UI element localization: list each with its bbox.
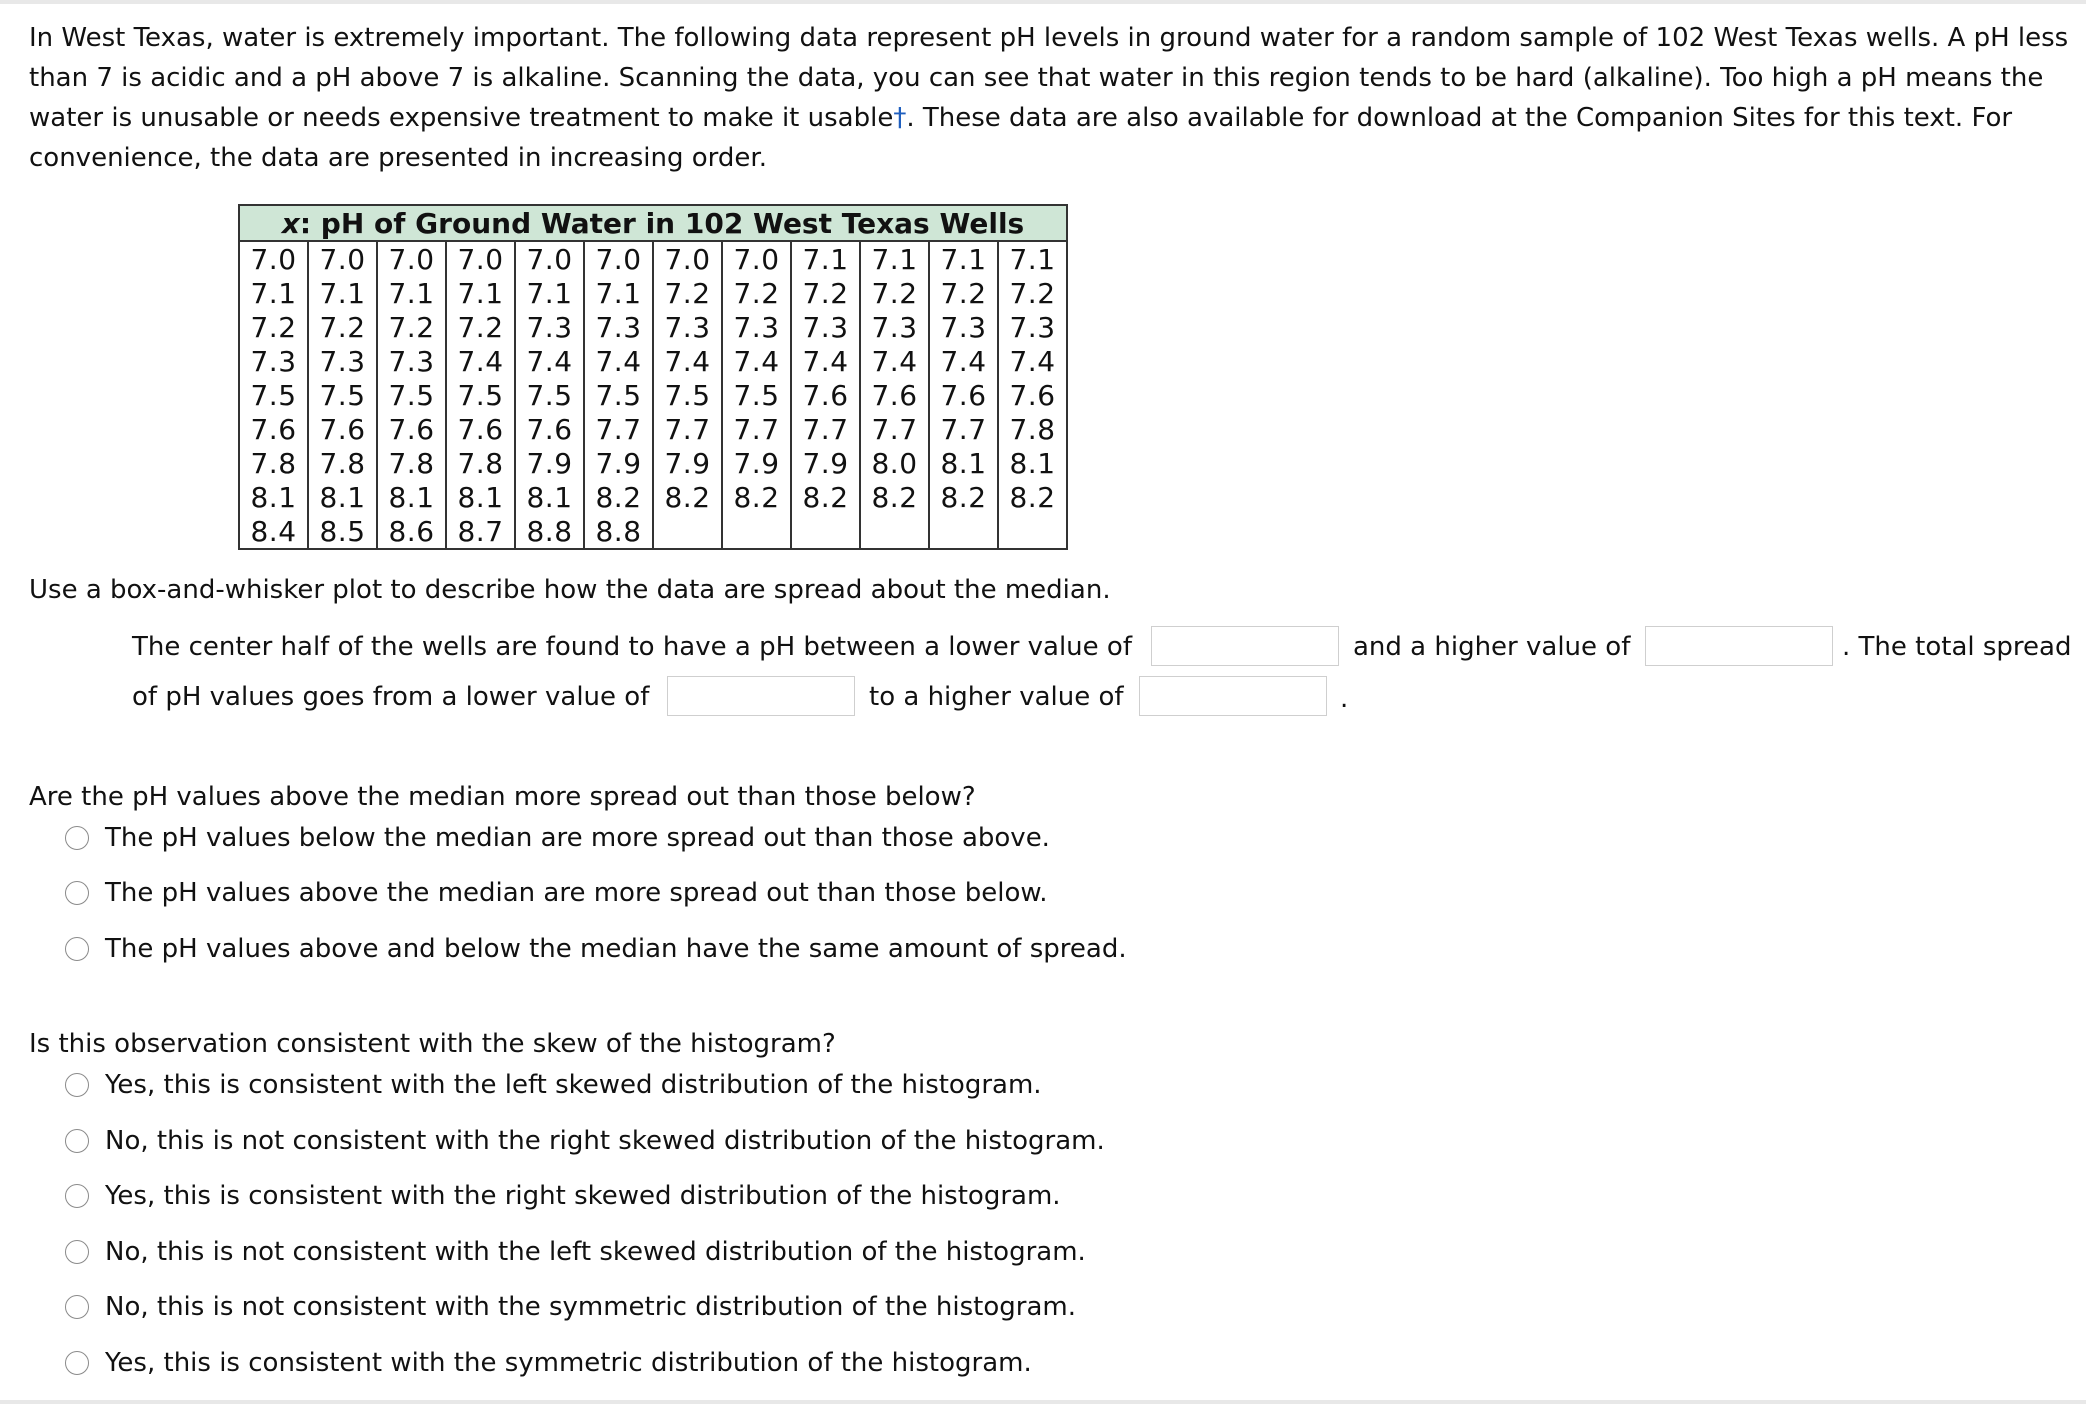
table-cell: 8.2 (998, 480, 1067, 514)
table-cell: 7.0 (515, 241, 584, 276)
table-cell: 7.2 (929, 276, 998, 310)
q2-option-no-left-skewed[interactable] (65, 1232, 1086, 1272)
table-cell: 7.4 (998, 344, 1067, 378)
table-cell: 8.2 (722, 480, 791, 514)
table-cell: 7.7 (653, 412, 722, 446)
ph-data-table (238, 204, 1068, 550)
table-cell: 7.1 (308, 276, 377, 310)
table-cell: 7.3 (722, 310, 791, 344)
bottom-divider (0, 1400, 2086, 1404)
table-cell: 7.6 (860, 378, 929, 412)
option-label: Yes, this is consistent with the left skewed distribution of the histogram. (105, 1070, 1042, 1100)
radio-button[interactable] (65, 1129, 89, 1153)
table-cell: 8.1 (446, 480, 515, 514)
table-cell: 7.2 (446, 310, 515, 344)
table-cell: 7.7 (860, 412, 929, 446)
table-cell: 7.1 (377, 276, 446, 310)
table-cell: 7.4 (791, 344, 860, 378)
table-cell: 7.0 (377, 241, 446, 276)
option-label: No, this is not consistent with the symmetric distribution of the histogram. (105, 1292, 1076, 1322)
table-cell (653, 514, 722, 549)
center-high-input[interactable] (1645, 626, 1833, 666)
table-row (239, 378, 1067, 412)
table-cell: 7.4 (929, 344, 998, 378)
table-cell: 8.7 (446, 514, 515, 549)
top-divider (0, 0, 2086, 4)
q2-option-yes-symmetric[interactable] (65, 1343, 1032, 1383)
table-row (239, 480, 1067, 514)
table-cell: 7.5 (515, 378, 584, 412)
option-label: The pH values above and below the median have the same amount of spread. (105, 934, 1127, 964)
radio-button[interactable] (65, 1240, 89, 1264)
table-row (239, 446, 1067, 480)
table-cell: 7.5 (584, 378, 653, 412)
table-cell: 7.7 (929, 412, 998, 446)
table-cell: 7.3 (515, 310, 584, 344)
total-high-input[interactable] (1139, 676, 1327, 716)
table-cell: 7.0 (584, 241, 653, 276)
table-cell: 7.2 (791, 276, 860, 310)
table-cell: 7.4 (653, 344, 722, 378)
q1-option-above-more-spread[interactable] (65, 873, 1048, 913)
table-cell (998, 514, 1067, 549)
table-cell: 8.1 (998, 446, 1067, 480)
table-cell: 7.6 (446, 412, 515, 446)
table-header-variable: x (281, 206, 300, 240)
instruction-text: Use a box-and-whisker plot to describe how the data are spread about the median. (29, 575, 1111, 605)
table-cell: 7.4 (584, 344, 653, 378)
table-cell: 7.9 (584, 446, 653, 480)
table-cell: 7.8 (377, 446, 446, 480)
table-cell: 7.6 (929, 378, 998, 412)
table-cell: 8.1 (515, 480, 584, 514)
table-cell: 8.1 (239, 480, 308, 514)
table-cell (929, 514, 998, 549)
table-header (239, 205, 1067, 241)
option-label: The pH values below the median are more spread out than those above. (105, 823, 1050, 853)
footnote-dagger-link[interactable]: † (893, 103, 907, 133)
table-cell: 8.2 (584, 480, 653, 514)
table-cell: 8.1 (308, 480, 377, 514)
table-cell: 8.8 (584, 514, 653, 549)
q2-option-no-right-skewed[interactable] (65, 1121, 1105, 1161)
table-cell: 7.1 (860, 241, 929, 276)
radio-button[interactable] (65, 1073, 89, 1097)
option-label: Yes, this is consistent with the right skewed distribution of the histogram. (105, 1181, 1061, 1211)
table-cell: 7.3 (653, 310, 722, 344)
table-cell: 7.6 (377, 412, 446, 446)
table-cell: 7.9 (791, 446, 860, 480)
table-cell (722, 514, 791, 549)
fill-text-part3: . The total spread (1842, 632, 2072, 662)
table-cell: 7.4 (446, 344, 515, 378)
table-cell: 8.0 (860, 446, 929, 480)
table-cell: 7.8 (239, 446, 308, 480)
table-cell: 7.7 (722, 412, 791, 446)
table-row (239, 310, 1067, 344)
table-cell: 7.5 (446, 378, 515, 412)
table-cell: 7.2 (653, 276, 722, 310)
table-cell: 8.2 (791, 480, 860, 514)
table-row (239, 276, 1067, 310)
option-label: Yes, this is consistent with the symmetric distribution of the histogram. (105, 1348, 1032, 1378)
table-cell: 7.6 (515, 412, 584, 446)
q1-option-same-spread[interactable] (65, 929, 1127, 969)
table-cell: 7.6 (308, 412, 377, 446)
radio-button[interactable] (65, 826, 89, 850)
q2-option-yes-right-skewed[interactable] (65, 1176, 1061, 1216)
q2-option-no-symmetric[interactable] (65, 1287, 1076, 1327)
fill-text-part1: The center half of the wells are found to have a pH between a lower value of (132, 632, 1132, 662)
table-cell: 7.9 (515, 446, 584, 480)
question1-prompt: Are the pH values above the median more spread out than those below? (29, 782, 976, 812)
table-cell: 7.9 (653, 446, 722, 480)
table-cell: 8.1 (377, 480, 446, 514)
table-cell: 8.5 (308, 514, 377, 549)
question2-prompt: Is this observation consistent with the skew of the histogram? (29, 1029, 836, 1059)
table-cell: 7.0 (239, 241, 308, 276)
radio-button[interactable] (65, 1184, 89, 1208)
table-row (239, 514, 1067, 549)
table-row (239, 412, 1067, 446)
table-cell: 8.2 (653, 480, 722, 514)
option-label: No, this is not consistent with the left skewed distribution of the histogram. (105, 1237, 1086, 1267)
table-cell: 7.5 (722, 378, 791, 412)
table-cell: 7.3 (584, 310, 653, 344)
center-low-input[interactable] (1151, 626, 1339, 666)
table-cell: 7.1 (998, 241, 1067, 276)
table-cell: 7.6 (998, 378, 1067, 412)
table-cell: 7.3 (860, 310, 929, 344)
table-cell: 8.8 (515, 514, 584, 549)
table-cell: 7.2 (722, 276, 791, 310)
table-cell: 7.5 (308, 378, 377, 412)
fill-text-part5: to a higher value of (869, 682, 1124, 712)
table-cell: 7.3 (929, 310, 998, 344)
table-cell (791, 514, 860, 549)
table-cell: 7.4 (860, 344, 929, 378)
table-cell: 7.9 (722, 446, 791, 480)
intro-text: In West Texas, water is extremely important. The following data represent pH levels in ground water for a random sample of 102 West Texas wells. A pH less than 7 is acidic and a pH above 7 is alkaline. Scanning the data, you can see that water in this region tends to be hard (alkaline). Too high a pH means the water is unusable or needs expensive treatment to make it usable (29, 23, 2069, 133)
intro-text-end: . These data are also available for download at the Companion Sites for this text. For convenience, the data are presented in increasing order. (29, 103, 2013, 173)
table-cell: 7.5 (239, 378, 308, 412)
table-cell: 7.8 (446, 446, 515, 480)
table-cell: 7.1 (446, 276, 515, 310)
table-cell: 8.1 (929, 446, 998, 480)
fill-text-part6: . (1340, 684, 1349, 714)
table-cell: 7.1 (239, 276, 308, 310)
table-cell: 7.3 (791, 310, 860, 344)
table-cell: 7.2 (998, 276, 1067, 310)
table-cell: 7.3 (998, 310, 1067, 344)
fill-text-part4: of pH values goes from a lower value of (132, 682, 650, 712)
table-cell: 7.8 (308, 446, 377, 480)
table-cell: 7.1 (929, 241, 998, 276)
table-cell: 7.6 (239, 412, 308, 446)
table-cell: 7.2 (860, 276, 929, 310)
table-cell: 7.1 (584, 276, 653, 310)
table-row (239, 344, 1067, 378)
table-cell: 7.3 (377, 344, 446, 378)
q1-option-below-more-spread[interactable] (65, 818, 1050, 858)
table-cell: 7.7 (791, 412, 860, 446)
radio-button[interactable] (65, 1295, 89, 1319)
table-cell: 7.3 (308, 344, 377, 378)
table-cell: 7.0 (446, 241, 515, 276)
table-cell: 8.2 (929, 480, 998, 514)
q2-option-yes-left-skewed[interactable] (65, 1065, 1042, 1105)
table-header-title: : pH of Ground Water in 102 West Texas Wells (299, 206, 1025, 240)
table-cell: 8.4 (239, 514, 308, 549)
table-cell: 7.1 (791, 241, 860, 276)
table-row (239, 241, 1067, 276)
radio-button[interactable] (65, 881, 89, 905)
table-cell: 7.8 (998, 412, 1067, 446)
radio-button[interactable] (65, 1351, 89, 1375)
total-low-input[interactable] (667, 676, 855, 716)
option-label: The pH values above the median are more spread out than those below. (105, 878, 1048, 908)
table-cell: 8.2 (860, 480, 929, 514)
table-cell: 7.7 (584, 412, 653, 446)
table-cell: 7.0 (722, 241, 791, 276)
option-label: No, this is not consistent with the right skewed distribution of the histogram. (105, 1126, 1105, 1156)
table-cell: 7.5 (377, 378, 446, 412)
table-cell (860, 514, 929, 549)
table-cell: 7.0 (308, 241, 377, 276)
fill-text-part2: and a higher value of (1353, 632, 1631, 662)
table-cell: 7.2 (308, 310, 377, 344)
table-cell: 7.5 (653, 378, 722, 412)
table-cell: 7.6 (791, 378, 860, 412)
intro-paragraph (29, 18, 2079, 178)
table-cell: 7.0 (653, 241, 722, 276)
table-cell: 7.4 (722, 344, 791, 378)
table-body (239, 241, 1067, 549)
table-cell: 8.6 (377, 514, 446, 549)
table-cell: 7.4 (515, 344, 584, 378)
table-cell: 7.3 (239, 344, 308, 378)
radio-button[interactable] (65, 937, 89, 961)
table-cell: 7.2 (239, 310, 308, 344)
table-cell: 7.2 (377, 310, 446, 344)
table-cell: 7.1 (515, 276, 584, 310)
